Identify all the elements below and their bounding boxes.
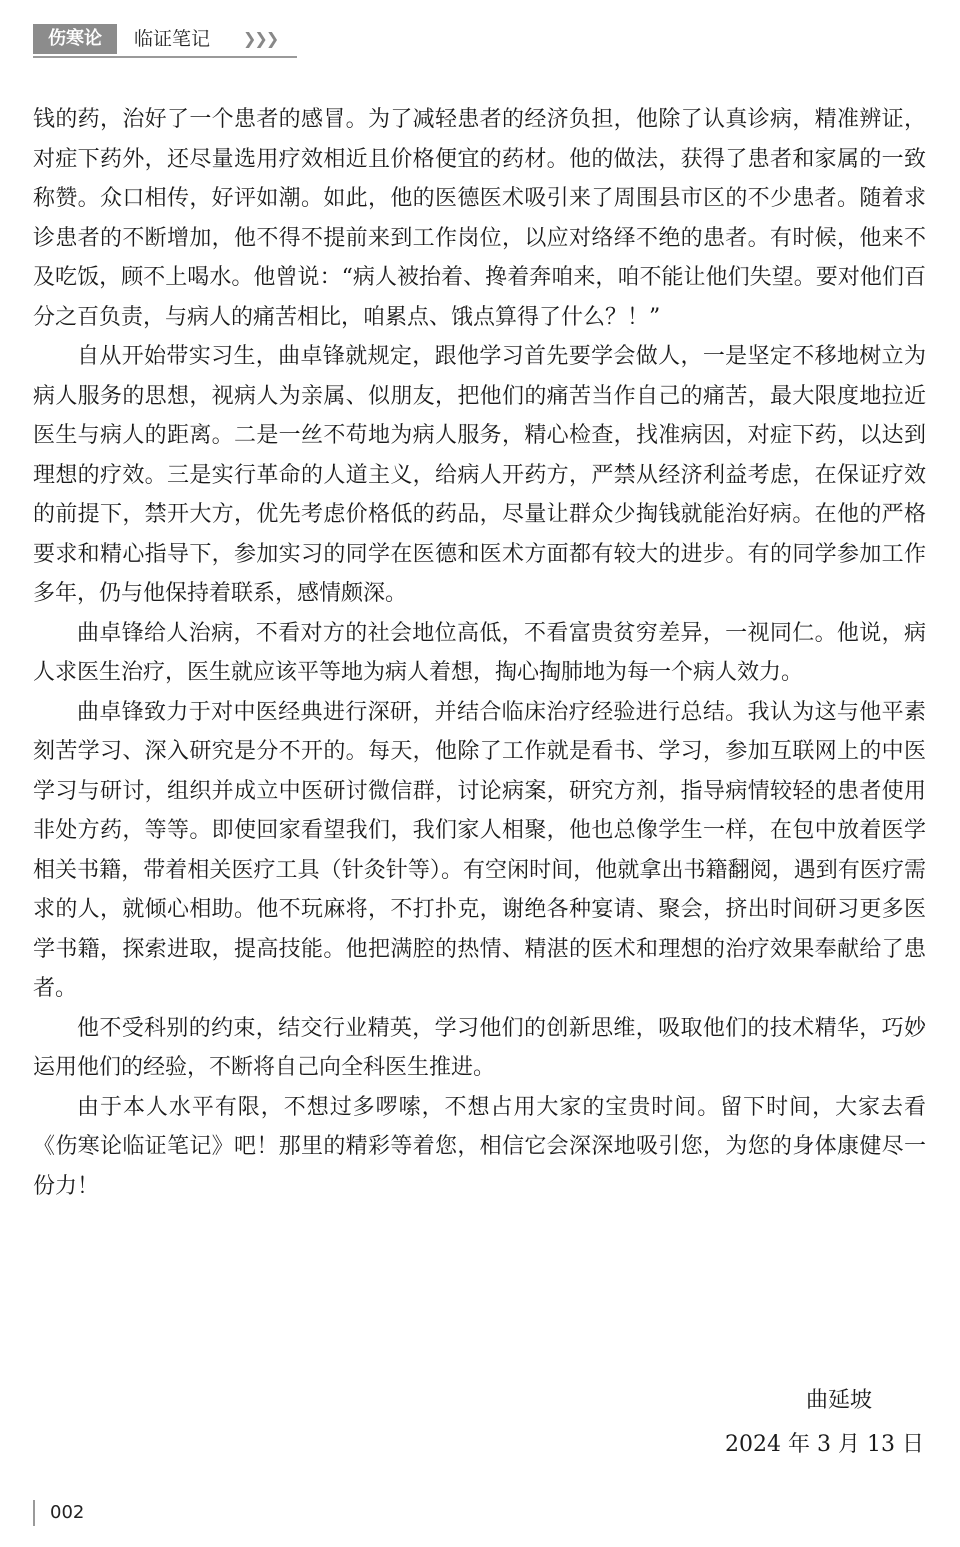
paragraph-3: 曲卓锋给人治病，不看对方的社会地位高低，不看富贵贫穷差异，一视同仁。他说，病人求医生治疗，医生就应该平等地为病人着想，掏心掏肺地为每一个病人效力。 [33,620,926,685]
paragraph-4: 曲卓锋致力于对中医经典进行深研，并结合临床治疗经验进行总结。我认为这与他平素刻苦学习、深入研究是分不开的。每天，他除了工作就是看书、学习，参加互联网上的中医学习与研讨，组织并成立中医研讨微信群，讨论病案，研究方剂，指导病情较轻的患者使用非处方药，等等。即使回家看望我们，我们家人相聚，他也总像学生一样，在包中放着医学相关书籍，带着相关医疗工具（针灸针等）。有空闲时间，他就拿出书籍翻阅，遇到有医疗需求的人，就倾心相助。他不玩麻将，不打扑克，谢绝各种宴请、聚会，挤出时间研习更多医学书籍，探索进取，提高技能。他把满腔的热情、精湛的医术和理想的治疗效果奉献给了患者。 [33,699,926,1001]
signature-date: 2024 年 3 月 13 日 [725,1432,924,1457]
paragraph-2: 自从开始带实习生，曲卓锋就规定，跟他学习首先要学会做人，一是坚定不移地树立为病人服务的思想，视病人为亲属、似朋友，把他们的痛苦当作自己的痛苦，最大限度地拉近医生与病人的距离。二是一丝不苟地为病人服务，精心检查，找准病因，对症下药，以达到理想的疗效。三是实行革命的人道主义，给病人开药方，严禁从经济利益考虑，在保证疗效的前提下，禁开大方，优先考虑价格低的药品，尽量让群众少掏钱就能治好病。在他的严格要求和精心指导下，参加实习的同学在医德和医术方面都有较大的进步。有的同学参加工作多年，仍与他保持着联系，感情颇深。 [33,344,926,606]
chevron-right-icon: ❯❯❯ [243,29,278,48]
paragraph-6: 由于本人水平有限，不想过多啰嗦，不想占用大家的宝贵时间。留下时间，大家去看《伤寒论临证笔记》吧！那里的精彩等着您，相信它会深深地吸引您，为您的身体康健尽一份力！ [33,1094,926,1199]
running-header [33,24,297,58]
header-title: 临证笔记 [134,28,211,50]
paragraph-1: 钱的药，治好了一个患者的感冒。为了减轻患者的经济负担，他除了认真诊病，精准辨证，对症下药外，还尽量选用疗效相近且价格便宜的药材。他的做法，获得了患者和家属的一致称赞。众口相传，好评如潮。如此，他的医德医术吸引来了周围县市区的不少患者。随着求诊患者的不断增加，他不得不提前来到工作岗位，以应对络绎不绝的患者。有时候，他来不及吃饭，顾不上喝水。他曾说：“病人被抬着、搀着奔咱来，咱不能让他们失望。要对他们百分之百负责，与病人的痛苦相比，咱累点、饿点算得了什么？！” [33,107,926,330]
author-signature: 曲延坡 [805,1388,872,1413]
body-text [33,100,926,1206]
book-tag: 伤寒论 [33,24,117,54]
paragraph-5: 他不受科别的约束，结交行业精英，学习他们的创新思维，吸取他们的技术精华，巧妙运用他们的经验，不断将自己向全科医生推进。 [33,1015,926,1080]
page-number: 002 [33,1500,84,1526]
